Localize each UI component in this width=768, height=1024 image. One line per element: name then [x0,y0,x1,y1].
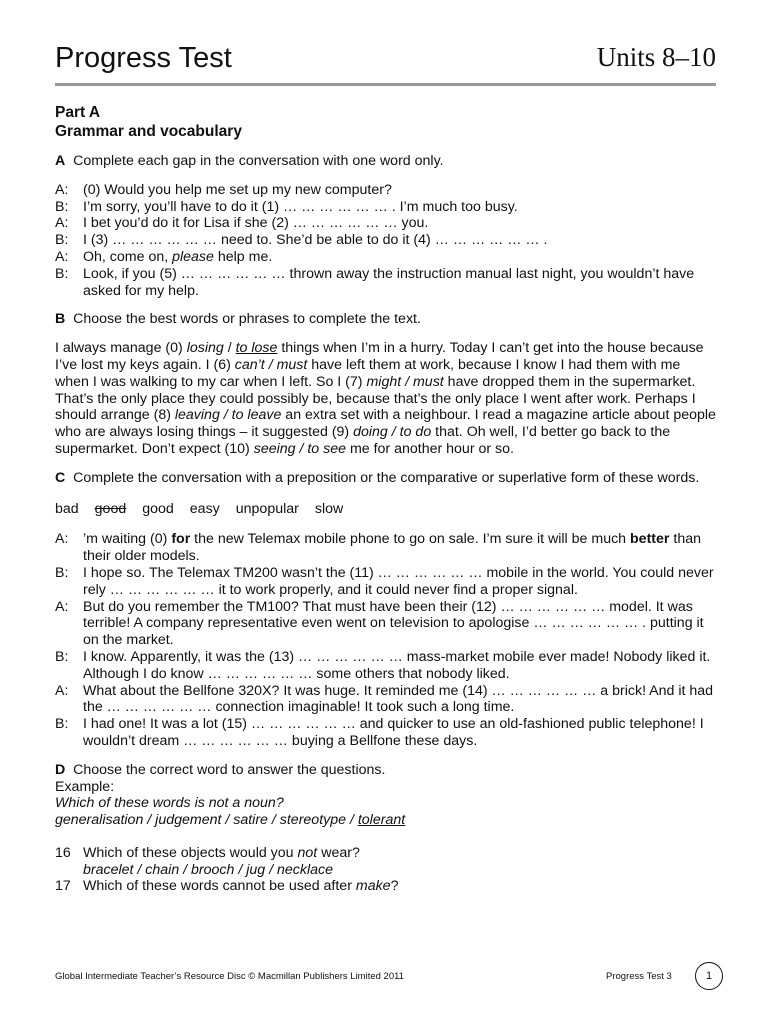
line-text: I’m sorry, you’ll have to do it (1) … … … … … … . I’m much too busy. [83,198,518,215]
part-label: Part A [55,104,101,121]
speaker-label: B: [55,198,69,215]
dialogue-line [55,565,716,599]
example-label: Example: [55,778,115,795]
speaker-label: B: [55,232,69,249]
speaker-label: A: [55,531,69,548]
word-bank-item: slow [314,500,344,517]
line-text: (0) Would you help me set up my new computer? [83,181,392,198]
section-a-dialogue [55,182,716,300]
speaker-label: A: [55,682,69,699]
question-number: 16 [55,844,71,861]
speaker-label: B: [55,716,69,733]
speaker-label: A: [55,215,69,232]
dialogue-line [55,232,716,249]
line-text: I bet you’d do it for Lisa if she (2) … … … … … … you. [83,215,429,232]
dialogue-line [55,599,716,649]
speaker-label: B: [55,265,69,282]
line-text: Oh, come on, please help me. [83,248,273,265]
section-d-instruction: D Choose the correct word to answer the questions. [55,761,386,778]
section-b-text: I always manage (0) losing / to lose things when I’m in a hurry. Today I can’t get into the house because I’ve lost my keys again. I (6) can’t / must have left them at work, because I know I had them with me when I was walking to my car when I left. So I (7) might / must have dropped them in the supermarket. That’s the only place they could possibly be, because that’s the only place I went after work. Perhaps I should arrange (8) leaving / to leave an extra set with a neighbour. I read a magazine article about people who are always losing things – it suggested (9) doing / to do that. Oh well, I’d better go back to the supermarket. Don’t expect (10) seeing / to see me for another hour or so. [55,340,716,457]
dialogue-line [55,249,716,266]
section-c [55,470,716,750]
example-options: generalisation / judgement / satire / stereotype / tolerant [55,812,406,829]
line-text: But do you remember the TM100? That must have been their (12) … … … … … … model. It was terrible! A company representative even went on television to apologise … … … … … … . putting it on the market. [83,598,704,649]
section-b [55,311,716,457]
line-text: I had one! It was a lot (15) … … … … … … and quicker to use an old-fashioned public telephone! I wouldn’t dream … … … … … … buying a Bellfone these days. [83,716,704,749]
question-item [55,845,716,879]
dialogue-line [55,683,716,717]
word-bank-item: unpopular [235,500,299,517]
question-item [55,878,716,895]
header [55,40,716,84]
section-d [55,762,716,896]
part-title: Grammar and vocabulary [55,123,242,140]
speaker-label: B: [55,648,69,665]
line-text: What about the Bellfone 320X? It was huge. It reminded me (14) … … … … … … a brick! And it had the … … … … … … connection imaginable! It took such a long time. [83,682,714,716]
line-text: ’m waiting (0) for the new Telemax mobile phone to go on sale. I’m sure it will be much better than their older models. [83,531,701,565]
line-text: I know. Apparently, it was the (13) … … … … … … mass-market mobile ever made! Nobody liked it. Although I do know … … … … … … some others that nobody liked. [83,648,711,682]
footer-test-name: Progress Test 3 [606,971,672,982]
dialogue-line [55,531,716,565]
units-label: Units 8–10 [596,42,716,72]
word-bank-item: good [94,500,127,517]
dialogue-line [55,182,716,199]
footer-copyright: Global Intermediate Teacher’s Resource Disc © Macmillan Publishers Limited 2011 [55,971,404,982]
section-c-dialogue [55,531,716,749]
line-text: I hope so. The Telemax TM200 wasn’t the (11) … … … … … … mobile in the world. You could never rely … … … … … … it to work properly, and it could never find a proper signal. [83,564,714,598]
speaker-label: A: [55,248,69,265]
question-text: Which of these words cannot be used after make? [83,878,399,895]
speaker-label: B: [55,564,69,581]
question-text: Which of these objects would you not wear? bracelet / chain / brooch / jug / necklace [83,844,360,878]
dialogue-line [55,266,716,300]
word-bank [55,501,716,518]
test-body [55,103,716,895]
dialogue-line [55,649,716,683]
dialogue-line [55,199,716,216]
speaker-label: A: [55,598,69,615]
section-b-instruction: B Choose the best words or phrases to complete the text. [55,311,421,328]
example-question: Which of these words is not a noun? [55,795,284,812]
word-bank-item: bad [55,500,79,517]
speaker-label: A: [55,181,69,198]
section-d-questions [55,845,716,895]
dialogue-line [55,215,716,232]
section-c-instruction: C Complete the conversation with a preposition or the comparative or superlative form of these words. [55,469,700,486]
word-bank-item: easy [189,500,220,517]
word-bank-item: good [142,500,174,517]
page-number: 1 [695,962,723,990]
question-number: 17 [55,878,71,895]
section-a-instruction: A Complete each gap in the conversation with one word only. [55,153,444,169]
page-title: Progress Test [55,42,232,74]
line-text: I (3) … … … … … … need to. She’d be able to do it (4) … … … … … … . [83,232,548,249]
dialogue-line [55,716,716,750]
section-a [55,153,716,299]
header-rule [55,83,716,86]
line-text: Look, if you (5) … … … … … … thrown away the instruction manual last night, you wouldn’t have asked for my help. [83,265,695,299]
